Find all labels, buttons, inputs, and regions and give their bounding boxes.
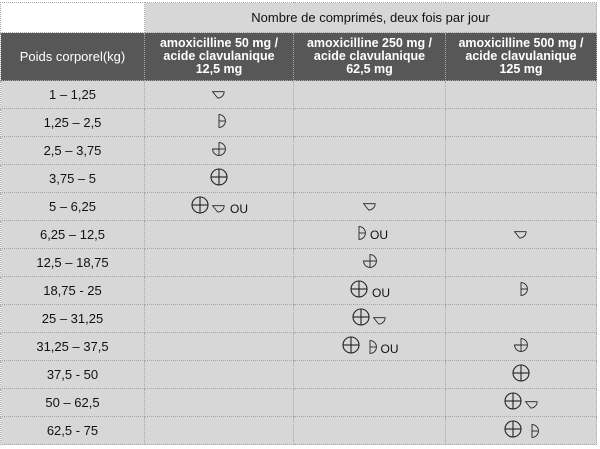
dose-cell: [446, 333, 597, 361]
dose-cell: [145, 361, 294, 389]
weight-range-cell: 5 – 6,25: [1, 193, 145, 221]
dose-cell: [446, 165, 597, 193]
tablet-group: [211, 85, 227, 101]
weight-range-cell: 1,25 – 2,5: [1, 109, 145, 137]
column-header-line: 125 mg: [499, 62, 543, 76]
quarter-tablet-icon: [372, 311, 388, 327]
column-header-line: acide clavulanique: [465, 49, 577, 63]
tablet-group: [503, 419, 540, 439]
weight-range-cell: 18,75 - 25: [1, 277, 145, 305]
blank-corner-cell: [1, 3, 145, 33]
weight-range-cell: 37,5 - 50: [1, 361, 145, 389]
three-quarter-tablet-icon: [513, 337, 529, 353]
dose-cell: [446, 389, 597, 417]
dose-cell: [145, 417, 294, 445]
tablet-group: [511, 363, 531, 383]
dosage-table-body: [1, 81, 597, 445]
quarter-tablet-icon: [513, 225, 529, 241]
tablet-group: [351, 225, 388, 241]
quarter-tablet-icon: [362, 197, 378, 213]
or-label: OU: [370, 228, 388, 242]
or-label: OU: [230, 202, 248, 216]
dose-cell: [446, 277, 597, 305]
dose-cell: [145, 389, 294, 417]
table-row: [1, 165, 597, 193]
table-row: [1, 389, 597, 417]
dose-cell: [294, 137, 446, 165]
column-header-line: acide clavulanique: [313, 49, 426, 63]
tablet-group: [513, 281, 529, 297]
dose-cell: [294, 193, 446, 221]
dose-cell: [446, 109, 597, 137]
quarter-tablet-icon: [524, 395, 540, 411]
half-tablet-icon: [513, 281, 529, 297]
table-row: [1, 109, 597, 137]
dose-cell: [294, 305, 446, 333]
tablet-group: [349, 279, 390, 299]
dose-cell: [446, 221, 597, 249]
dose-cell: [294, 277, 446, 305]
weight-range-cell: 3,75 – 5: [1, 165, 145, 193]
whole-tablet-icon: [341, 335, 361, 355]
dose-cell: [446, 361, 597, 389]
or-label: OU: [372, 286, 390, 300]
whole-tablet-icon: [351, 307, 371, 327]
dose-cell: [145, 81, 294, 109]
table-row: [1, 417, 597, 445]
top-header-row: [1, 3, 597, 33]
tablet-group: [362, 197, 378, 213]
column-header-line: amoxicilline 250 mg /: [306, 36, 433, 50]
table-row: [1, 305, 597, 333]
column-header-250mg: [294, 33, 446, 81]
dose-cell: [294, 221, 446, 249]
half-tablet-icon: [362, 339, 378, 355]
dose-cell: [446, 249, 597, 277]
tablet-group: [351, 307, 388, 327]
table-row: [1, 221, 597, 249]
dose-cell: [145, 221, 294, 249]
dose-cell: [446, 305, 597, 333]
dose-cell: [294, 417, 446, 445]
tablets-header: Nombre de comprimés, deux fois par jour: [145, 3, 597, 33]
dose-cell: [446, 193, 597, 221]
dose-cell: [446, 81, 597, 109]
half-tablet-icon: [211, 113, 227, 129]
dose-cell: [145, 277, 294, 305]
dose-cell: [145, 109, 294, 137]
quarter-tablet-icon: [211, 85, 227, 101]
weight-range-cell: 31,25 – 37,5: [1, 333, 145, 361]
column-header-line: acide clavulanique: [163, 49, 275, 63]
dose-cell: [145, 165, 294, 193]
dose-cell: [294, 389, 446, 417]
weight-range-cell: 2,5 – 3,75: [1, 137, 145, 165]
whole-tablet-icon: [190, 195, 210, 215]
column-header-row: [1, 33, 597, 81]
dose-cell: [294, 81, 446, 109]
dose-cell: [446, 417, 597, 445]
table-row: [1, 137, 597, 165]
tablet-group: [362, 253, 378, 269]
whole-tablet-icon: [511, 363, 531, 383]
column-header-line: amoxicilline 50 mg /: [159, 36, 279, 50]
dose-cell: [446, 137, 597, 165]
whole-tablet-icon: [349, 279, 369, 299]
half-tablet-icon: [351, 225, 367, 241]
weight-range-cell: 62,5 - 75: [1, 417, 145, 445]
tablet-group: [211, 141, 227, 157]
half-tablet-icon: [524, 423, 540, 439]
column-header-line: 12,5 mg: [195, 62, 243, 76]
column-header-line: amoxicilline 500 mg /: [458, 36, 584, 50]
table-row: [1, 81, 597, 109]
quarter-tablet-icon: [211, 199, 227, 215]
table-row: [1, 333, 597, 361]
dose-cell: [294, 109, 446, 137]
weight-range-cell: 50 – 62,5: [1, 389, 145, 417]
table-row: [1, 249, 597, 277]
weight-column-header: Poids corporel(kg): [1, 33, 145, 81]
dose-cell: [294, 165, 446, 193]
table-row: [1, 361, 597, 389]
tablet-group: [190, 195, 248, 215]
dose-cell: [145, 305, 294, 333]
dose-cell: [294, 333, 446, 361]
whole-tablet-icon: [503, 391, 523, 411]
column-header-50mg: [145, 33, 294, 81]
whole-tablet-icon: [209, 167, 229, 187]
dose-cell: [145, 193, 294, 221]
three-quarter-tablet-icon: [362, 253, 378, 269]
table-row: [1, 277, 597, 305]
tablet-group: [513, 337, 529, 353]
weight-range-cell: 1 – 1,25: [1, 81, 145, 109]
weight-range-cell: 12,5 – 18,75: [1, 249, 145, 277]
tablet-group: [209, 167, 229, 187]
dose-cell: [145, 249, 294, 277]
tablet-group: [513, 225, 529, 241]
weight-range-cell: 25 – 31,25: [1, 305, 145, 333]
dose-cell: [145, 333, 294, 361]
tablet-group: [341, 335, 399, 355]
weight-range-cell: 6,25 – 12,5: [1, 221, 145, 249]
tablet-group: [503, 391, 540, 411]
dosage-table: [0, 2, 597, 445]
tablet-group: [211, 113, 227, 129]
dose-cell: [294, 361, 446, 389]
table-row: [1, 193, 597, 221]
three-quarter-tablet-icon: [211, 141, 227, 157]
whole-tablet-icon: [503, 419, 523, 439]
dose-cell: [294, 249, 446, 277]
column-header-line: 62,5 mg: [346, 62, 393, 76]
or-label: OU: [380, 342, 399, 356]
column-header-500mg: [446, 33, 597, 81]
dose-cell: [145, 137, 294, 165]
